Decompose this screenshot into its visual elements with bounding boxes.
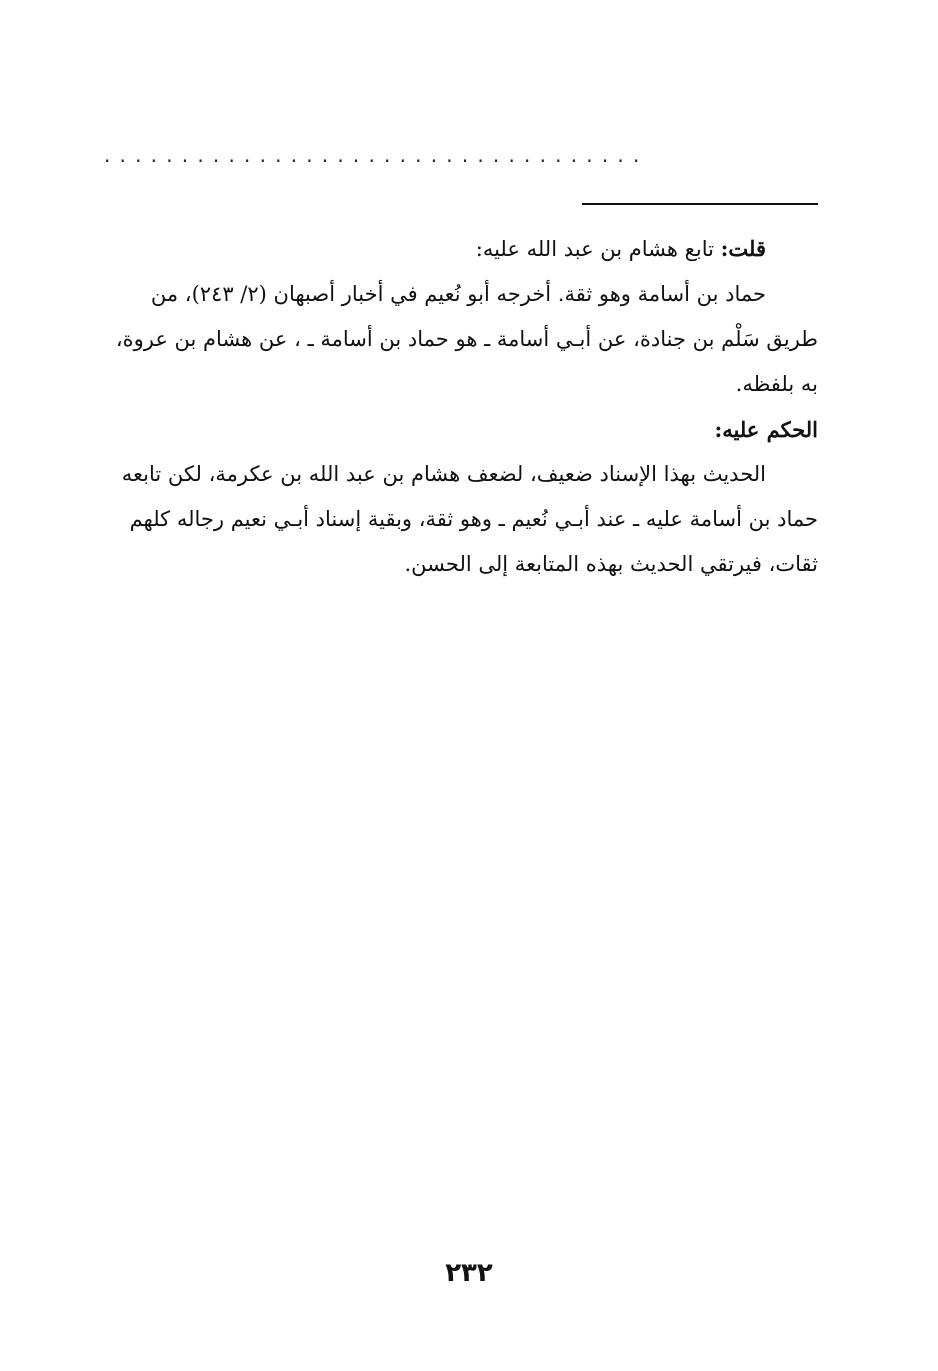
paragraph-hammad-line-1: حماد بن أسامة وهو ثقة. أخرجه أبو نُعيم في أخبار أصبهان (٢/ ٢٤٣)، من bbox=[150, 282, 766, 306]
paragraph-hukm-line-2: حماد بن أسامة عليه ـ عند أبـي نُعيم ـ وهو ثقة، وبقية إسناد أبـي نعيم رجاله كلهم bbox=[129, 507, 818, 531]
paragraph-hammad-line-3: به بلفظه. bbox=[735, 372, 818, 396]
qultu-label: قلت: bbox=[720, 236, 766, 261]
paragraph-hukm-line-3: ثقات، فيرتقي الحديث بهذه المتابعة إلى الحسن. bbox=[404, 552, 818, 576]
paragraph-qultu bbox=[96, 226, 818, 272]
header-dotted-separator: ................................... bbox=[104, 148, 649, 162]
qultu-text: تابع هشام بن عبد الله عليه: bbox=[475, 237, 714, 261]
main-text bbox=[96, 226, 818, 587]
section-heading-hukm: الحكم عليه: bbox=[714, 417, 818, 442]
paragraph-hammad-line-2: طريق سَلْم بن جنادة، عن أبـي أسامة ـ هو حماد بن أسامة ـ ، عن هشام بن عروة، bbox=[115, 327, 818, 351]
page-number: ٢٣٢ bbox=[445, 1258, 493, 1288]
paragraph-hukm-line-1: الحديث بهذا الإسناد ضعيف، لضعف هشام بن عبد الله بن عكرمة، لكن تابعه bbox=[121, 462, 766, 486]
footnote-rule bbox=[582, 203, 818, 205]
